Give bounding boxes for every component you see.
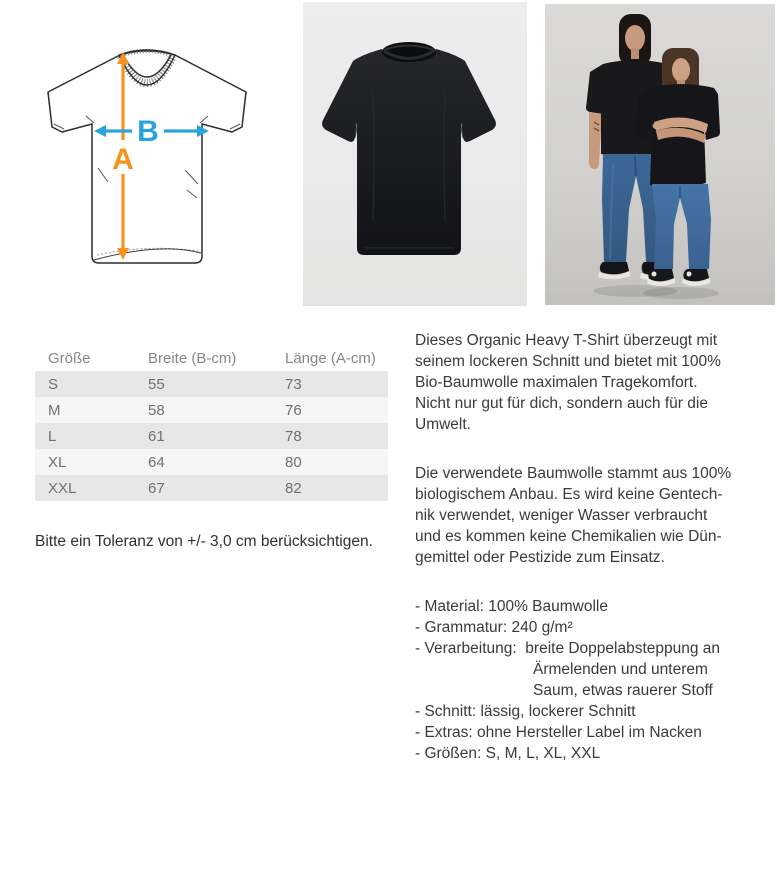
- size-cell: M: [35, 397, 135, 423]
- size-cell: 55: [135, 371, 272, 397]
- product-photo-panel[interactable]: [303, 2, 527, 306]
- size-row-S: [35, 371, 388, 397]
- text-line: Nicht nur gut für dich, sondern auch für die: [415, 395, 708, 412]
- description-paragraph-1: [415, 330, 777, 435]
- size-chart-table: [35, 345, 388, 501]
- text-line: - Schnitt: lässig, lockerer Schnitt: [415, 703, 636, 720]
- size-cell: 64: [135, 449, 272, 475]
- text-line: - Grammatur: 240 g/m²: [415, 619, 573, 636]
- size-cell: 76: [272, 397, 388, 423]
- text-line: Umwelt.: [415, 416, 471, 433]
- size-cell: XL: [35, 449, 135, 475]
- size-row-XXL: [35, 475, 388, 501]
- text-line: Ärmelenden und unterem: [533, 661, 708, 678]
- text-line: Die verwendete Baumwolle stammt aus 100%: [415, 465, 732, 482]
- models-photo-panel[interactable]: [545, 4, 775, 305]
- text-line: - Extras: ohne Hersteller Label im Nacken: [415, 724, 702, 741]
- column-header: Größe: [35, 345, 135, 371]
- length-label: A: [112, 143, 134, 176]
- size-row-M: [35, 397, 388, 423]
- tolerance-note: Bitte ein Toleranz von +/- 3,0 cm berücksichtigen.: [35, 533, 373, 550]
- size-chart-body: [35, 371, 388, 501]
- column-header: Länge (A-cm): [272, 345, 388, 371]
- size-cell: L: [35, 423, 135, 449]
- product-description: [415, 330, 777, 764]
- size-cell: 58: [135, 397, 272, 423]
- size-cell: 61: [135, 423, 272, 449]
- size-row-L: [35, 423, 388, 449]
- column-header: Breite (B-cm): [135, 345, 272, 371]
- text-line: seinem lockeren Schnitt und bietet mit 100%: [415, 353, 721, 370]
- size-cell: 78: [272, 423, 388, 449]
- size-cell: 67: [135, 475, 272, 501]
- size-cell: XXL: [35, 475, 135, 501]
- size-chart-header-row: [35, 345, 388, 371]
- models-image: [545, 4, 775, 305]
- text-line: - Größen: S, M, L, XL, XXL: [415, 745, 601, 762]
- text-line: Saum, etwas rauerer Stoff: [533, 682, 713, 699]
- text-line: und es kommen keine Chemikalien wie Dün-: [415, 528, 722, 545]
- size-cell: S: [35, 371, 135, 397]
- tshirt-silhouette: [322, 49, 496, 255]
- text-line: gemittel oder Pestizide zum Einsatz.: [415, 549, 665, 566]
- size-cell: 80: [272, 449, 388, 475]
- size-cell: 73: [272, 371, 388, 397]
- text-line: nik verwendet, weniger Wasser verbraucht: [415, 507, 708, 524]
- text-line: Dieses Organic Heavy T-Shirt überzeugt mit: [415, 332, 718, 349]
- black-tshirt-image: [303, 2, 527, 306]
- size-row-XL: [35, 449, 388, 475]
- description-paragraph-2: [415, 463, 777, 568]
- floor-shadow: [643, 287, 719, 299]
- text-line: biologischem Anbau. Es wird keine Gentech-: [415, 486, 723, 503]
- text-line: Bio-Baumwolle maximalen Tragekomfort.: [415, 374, 698, 391]
- text-line: - Material: 100% Baumwolle: [415, 598, 608, 615]
- feature-list: [415, 596, 777, 764]
- width-label: B: [137, 115, 159, 148]
- size-cell: 82: [272, 475, 388, 501]
- tshirt-measurement-diagram: [40, 42, 260, 272]
- text-line: - Verarbeitung: breite Doppelabsteppung an: [415, 640, 721, 657]
